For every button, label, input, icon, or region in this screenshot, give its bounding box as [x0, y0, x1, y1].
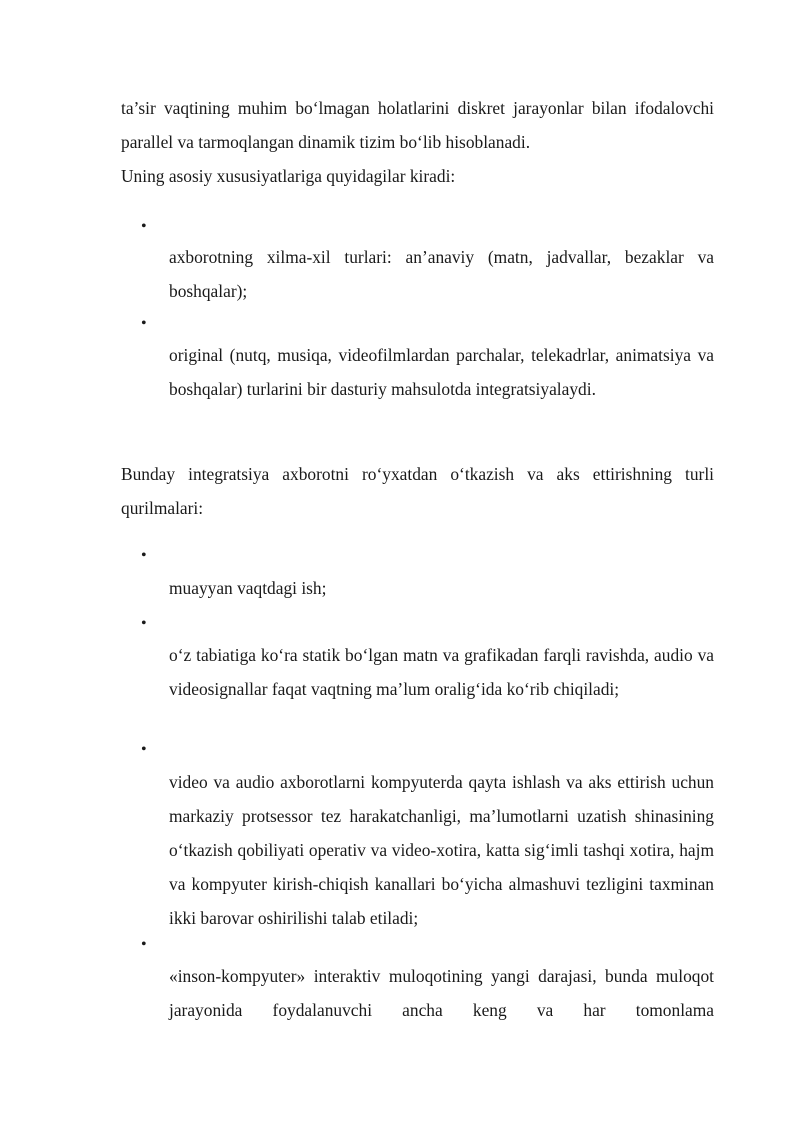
list-item: muayyan vaqtdagi ish; — [169, 578, 327, 598]
paragraph-1: ta’sir vaqtining muhim bo‘lmagan holatlarini diskret jarayonlar bilan ifodalovchi parallel va tarmoqlangan dinamik tizim bo‘lib hisoblanadi. — [121, 98, 714, 152]
list-item: o‘z tabiatiga ko‘ra statik bo‘lgan matn va grafikadan farqli ravishda, audio va videosignallar faqat vaqtning ma’lum oralig‘ida ko‘rib chiqiladi; — [169, 645, 714, 699]
list-bullet: • — [141, 615, 147, 632]
paragraph-1-continuation: Uning asosiy xususiyatlariga quyidagilar kiradi: — [121, 166, 456, 186]
list-bullet: • — [141, 936, 147, 953]
list-item: video va audio axborotlarni kompyuterda qayta ishlash va aks ettirish uchun markaziy protsessor tez harakatchanligi, ma’lumotlarni uzatish shinasining o‘tkazish qobiliyati operativ va video-xotira, katta sig‘imli tashqi xotira, hajm va kompyuter kirish-chiqish kanallari bo‘yicha almashuvi tezligini taxminan ikki barovar oshirilishi talab etiladi; — [169, 772, 714, 928]
list-item: axborotning xilma-xil turlari: an’anaviy (matn, jadvallar, bezaklar va boshqalar); — [169, 247, 714, 301]
list-bullet: • — [141, 315, 147, 332]
list-bullet: • — [141, 547, 147, 564]
list-item: original (nutq, musiqa, videofilmlardan parchalar, telekadrlar, animatsiya va boshqalar) turlarini bir dasturiy mahsulotda integratsiyalaydi. — [169, 345, 714, 399]
list-bullet: • — [141, 218, 147, 235]
paragraph-2: Bunday integratsiya axborotni ro‘yxatdan o‘tkazish va aks ettirishning turli qurilmalari: — [121, 464, 714, 518]
list-bullet: • — [141, 741, 147, 758]
list-item: «inson-kompyuter» interaktiv muloqotining yangi darajasi, bunda muloqot jarayonida foydalanuvchi ancha keng va har tomonlama — [169, 966, 714, 1020]
